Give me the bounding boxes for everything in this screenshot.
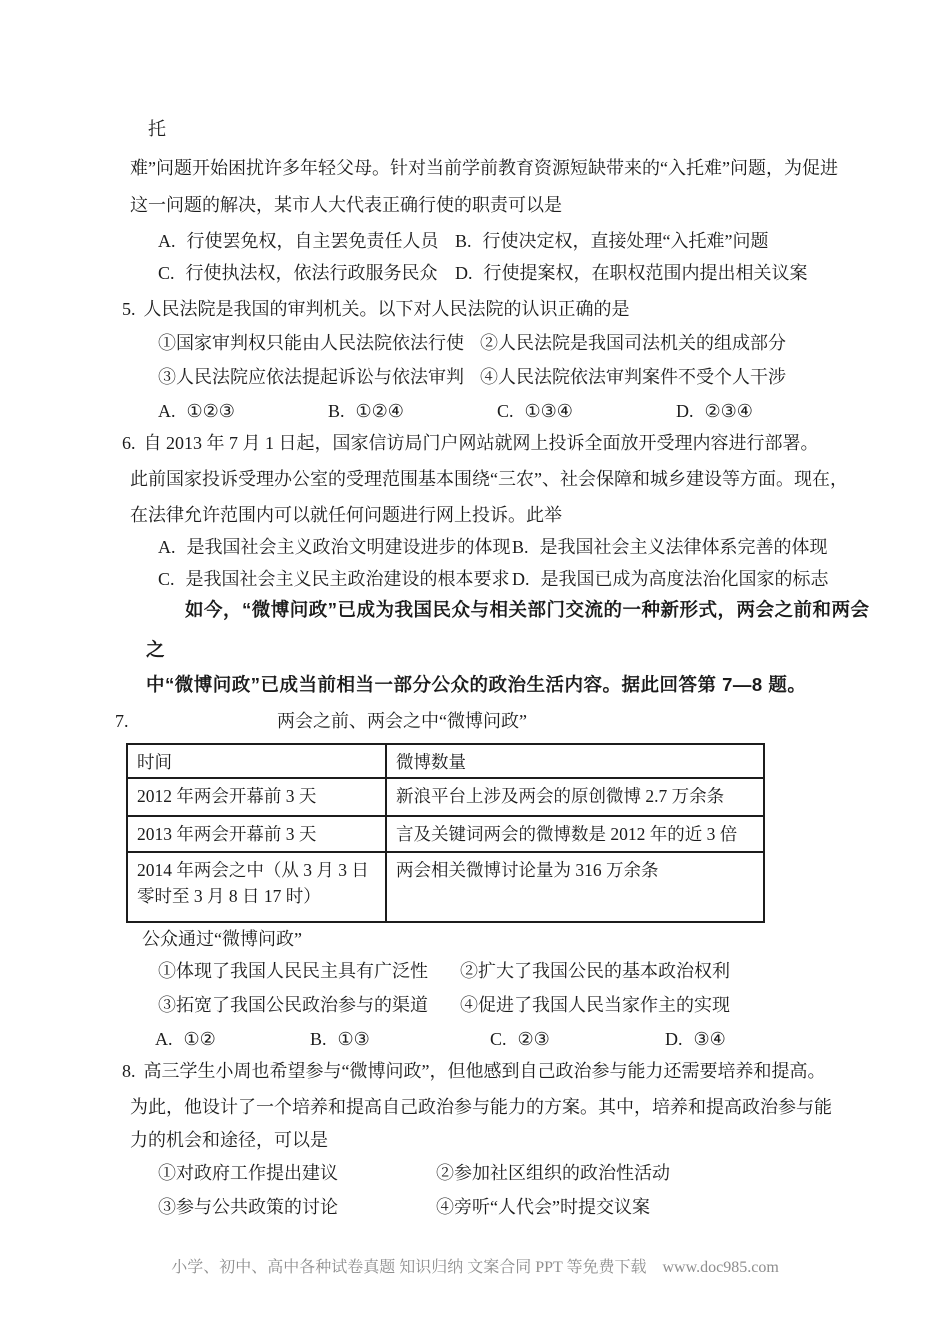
q5-item-1: ①国家审判权只能由人民法院依法行使 <box>158 333 464 353</box>
question-text: 高三学生小周也希望参与“微博问政”，但他感到自己政治参与能力还需要培养和提高。 <box>143 1061 826 1081</box>
q8-line-2: 为此，他设计了一个培养和提高自己政治参与能力的方案。其中，培养和提高政治参与能 <box>130 1097 832 1117</box>
option-text: 行使决定权，直接处理“入托难”问题 <box>482 231 769 251</box>
q4-option-b <box>455 230 769 252</box>
table-row <box>127 852 764 922</box>
q5-answer-d <box>676 400 753 422</box>
q4-option-d <box>455 262 808 284</box>
table-row <box>127 816 764 852</box>
q6-option-b <box>512 536 828 558</box>
option-text: 是我国社会主义法律体系完善的体现 <box>539 537 828 557</box>
q4-option-c <box>158 262 438 284</box>
q7-answer-c <box>490 1028 550 1050</box>
q6-option-a <box>158 536 511 558</box>
option-label: D. <box>512 569 530 589</box>
table-cell-time-2014: 2014 年两会之中（从 3 月 3 日零时至 3 月 8 日 17 时） <box>127 852 386 922</box>
option-label: A. <box>155 1029 173 1049</box>
option-text: ③④ <box>693 1029 726 1049</box>
table-cell-time-2012: 2012 年两会开幕前 3 天 <box>127 778 386 816</box>
option-text: ②③④ <box>704 401 753 421</box>
footer-text: 小学、初中、高中各种试卷真题 知识归纳 文案合同 PPT 等免费下载 <box>171 1259 647 1276</box>
question-number: 8. <box>122 1061 136 1081</box>
option-label: B. <box>512 537 529 557</box>
option-label: D. <box>455 263 473 283</box>
q4-fragment-line: 托 <box>148 119 166 139</box>
option-text: 是我国社会主义政治文明建设进步的体现 <box>186 537 511 557</box>
option-label: D. <box>676 401 694 421</box>
intro-bold-line-2: 之 <box>146 639 166 660</box>
intro-bold-line-1: 如今，“微博问政”已成为我国民众与相关部门交流的一种新形式，两会之前和两会 <box>185 599 870 620</box>
q8-item-4: ④旁听“人代会”时提交议案 <box>436 1197 650 1217</box>
q7-item-3: ③拓宽了我国公民政治参与的渠道 <box>158 995 428 1015</box>
q7-item-1: ①体现了我国人民民主具有广泛性 <box>158 961 428 981</box>
weibo-data-table <box>126 743 765 923</box>
q6-line-1 <box>122 432 819 454</box>
option-text: 行使执法权，依法行政服务民众 <box>185 263 438 283</box>
option-label: C. <box>158 263 175 283</box>
option-text: 是我国已成为高度法治化国家的标志 <box>540 569 829 589</box>
q7-item-2: ②扩大了我国公民的基本政治权利 <box>460 961 730 981</box>
option-text: ①②④ <box>355 401 404 421</box>
option-label: C. <box>158 569 175 589</box>
option-label: C. <box>490 1029 507 1049</box>
option-label: C. <box>497 401 514 421</box>
q6-line-3: 在法律允许范围内可以就任何问题进行网上投诉。此举 <box>130 505 562 525</box>
q6-line-2: 此前国家投诉受理办公室的受理范围基本围绕“三农”、社会保障和城乡建设等方面。现在， <box>130 469 848 489</box>
option-text: 行使罢免权，自主罢免责任人员 <box>186 231 439 251</box>
option-label: A. <box>158 401 176 421</box>
q4-line-2: 这一问题的解决，某市人大代表正确行使的职责可以是 <box>130 195 562 215</box>
q4-line-1: 难”问题开始困扰许多年轻父母。针对当前学前教育资源短缺带来的“入托难”问题，为促进 <box>130 158 838 178</box>
q7-answer-b <box>310 1028 370 1050</box>
q5-answer-c <box>497 400 573 422</box>
option-label: B. <box>455 231 472 251</box>
footer-url: www.doc985.com <box>662 1259 779 1276</box>
option-label: A. <box>158 231 176 251</box>
table-header-count: 微博数量 <box>386 744 764 778</box>
question-number: 5. <box>122 299 136 319</box>
q8-item-3: ③参与公共政策的讨论 <box>158 1197 338 1217</box>
option-text: ①③④ <box>524 401 573 421</box>
q4-option-a <box>158 230 439 252</box>
q5-item-4: ④人民法院依法审判案件不受个人干涉 <box>480 367 786 387</box>
q7-number: 7. <box>115 711 129 731</box>
option-text: ②③ <box>517 1029 550 1049</box>
q5-item-3: ③人民法院应依法提起诉讼与依法审判 <box>158 367 464 387</box>
q6-option-c <box>158 568 510 590</box>
option-text: 是我国社会主义民主政治建设的根本要求 <box>185 569 510 589</box>
table-header-time: 时间 <box>127 744 386 778</box>
q7-answer-a <box>155 1028 216 1050</box>
table-cell-count-2013: 言及关键词两会的微博数是 2012 年的近 3 倍 <box>386 816 764 852</box>
table-cell-time-2013: 2013 年两会开幕前 3 天 <box>127 816 386 852</box>
q7-table-title: 两会之前、两会之中“微博问政” <box>277 711 527 731</box>
table-header-row <box>127 744 764 778</box>
table-cell-count-2014: 两会相关微博讨论量为 316 万余条 <box>386 852 764 922</box>
option-text: ①② <box>183 1029 216 1049</box>
option-text: ①③ <box>337 1029 370 1049</box>
option-text: 行使提案权，在职权范围内提出相关议案 <box>483 263 808 283</box>
q7-answer-d <box>665 1028 726 1050</box>
q5-stem <box>122 298 630 320</box>
option-label: B. <box>310 1029 327 1049</box>
option-label: D. <box>665 1029 683 1049</box>
q5-answer-b <box>328 400 404 422</box>
q5-item-2: ②人民法院是我国司法机关的组成部分 <box>480 333 786 353</box>
q8-item-2: ②参加社区组织的政治性活动 <box>436 1163 670 1183</box>
q8-line-1 <box>122 1060 825 1082</box>
q7-intro: 公众通过“微博问政” <box>142 929 302 949</box>
table-cell-count-2012: 新浪平台上涉及两会的原创微博 2.7 万余条 <box>386 778 764 816</box>
option-label: A. <box>158 537 176 557</box>
option-label: B. <box>328 401 345 421</box>
page-footer <box>0 1254 950 1277</box>
q7-item-4: ④促进了我国人民当家作主的实现 <box>460 995 730 1015</box>
q5-answer-a <box>158 400 235 422</box>
option-text: ①②③ <box>186 401 235 421</box>
question-text: 自 2013 年 7 月 1 日起，国家信访局门户网站就网上投诉全面放开受理内容进行部署。 <box>143 433 819 453</box>
intro-bold-line-3: 中“微博问政”已成当前相当一部分公众的政治生活内容。据此回答第 7—8 题。 <box>146 674 807 695</box>
table-row <box>127 778 764 816</box>
q8-item-1: ①对政府工作提出建议 <box>158 1163 338 1183</box>
q6-option-d <box>512 568 829 590</box>
question-number: 6. <box>122 433 136 453</box>
question-text: 人民法院是我国的审判机关。以下对人民法院的认识正确的是 <box>143 299 630 319</box>
q8-line-3: 力的机会和途径，可以是 <box>130 1130 328 1150</box>
